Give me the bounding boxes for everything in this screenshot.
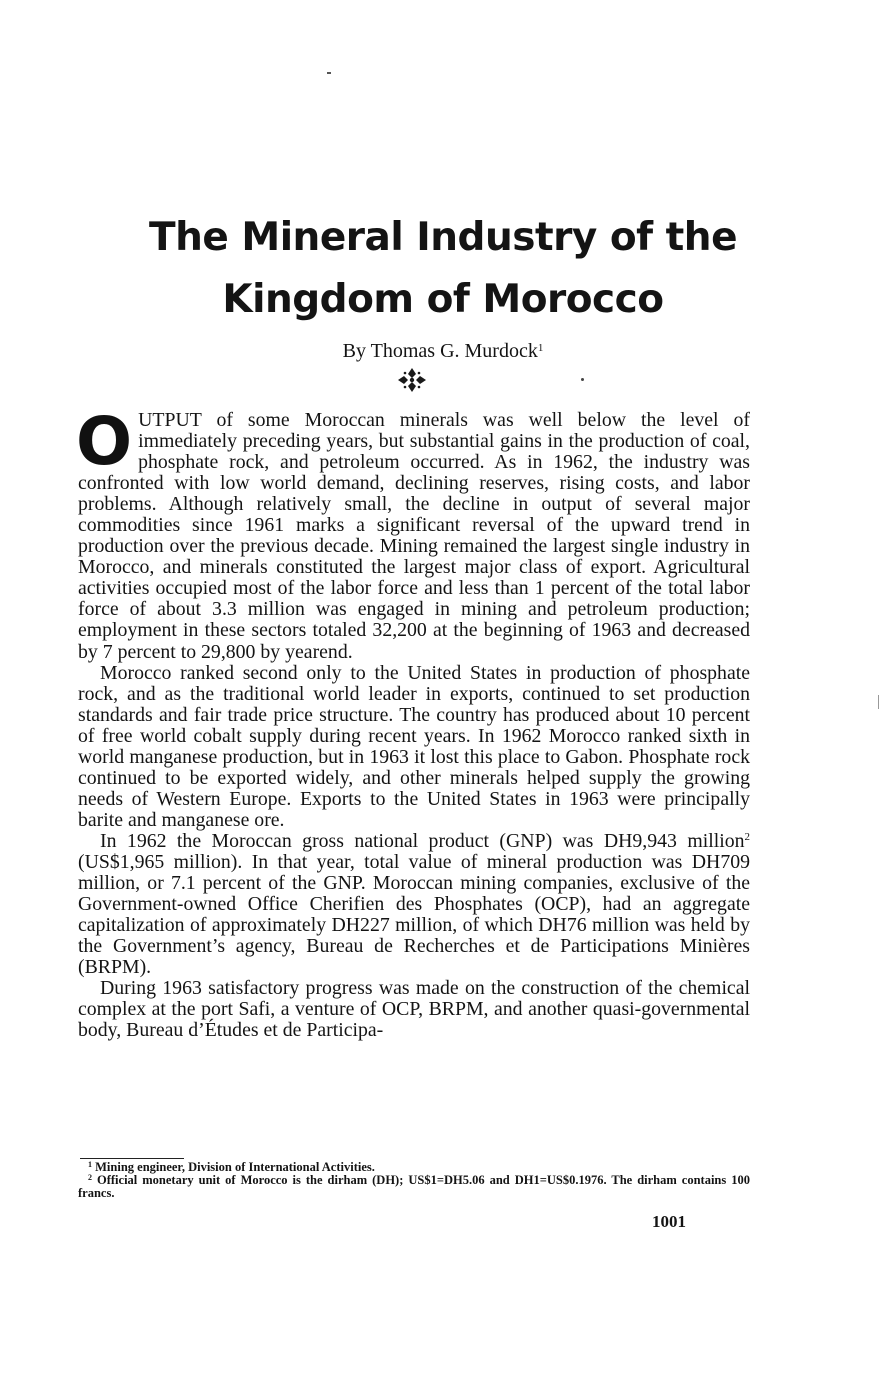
title-line-1: The Mineral Industry of the [148, 215, 738, 260]
paragraph-3 [78, 831, 750, 978]
byline-footnote-ref: 1 [537, 342, 544, 354]
paragraph-2: Morocco ranked second only to the United States in production of phosphate rock, and as the traditional world leader in exports, continued to set production standards and fair trade price structure. The country has produced about 10 percent of free world cobalt supply during recent years. In 1962 Morocco ranked sixth in world manganese production, but in 1963 it lost this place to Gabon. Phosphate rock continued to be exported widely, and other minerals helped supply the growing needs of Western Europe. Exports to the United States in 1963 were principally barite and manganese ore. [78, 661, 750, 831]
footnote-2-text: Official monetary unit of Morocco is the dirham (DH); US$1=DH5.06 and DH1=US$0.1976. The dirham contains 100 francs. [78, 1173, 751, 1200]
paragraph-4: During 1963 satisfactory progress was made on the construction of the chemical complex at the port Safi, a venture of OCP, BRPM, and another quasi-governmental body, Bureau d’Études et de Participa- [78, 977, 750, 1042]
paragraph-3-footnote-ref: 2 [744, 830, 750, 843]
footnote-divider [80, 1158, 184, 1159]
footnote-1-ref: 1 [88, 1160, 92, 1169]
stray-ink-mark [327, 72, 331, 74]
footnote-2 [78, 1174, 750, 1200]
byline-text: By Thomas G. Murdock [342, 340, 538, 362]
byline [0, 336, 886, 363]
title-line-2: Kingdom of Morocco [222, 277, 664, 322]
paragraph-3-text-b: (US$1,965 million). In that year, total value of mineral production was DH709 million, or 7.1 percent of the GNP. Moroccan mining companies, exclusive of the Government-owned Office Cherifien des Phosphates (OCP), had an aggregate capitalization of approximately DH227 million, of which DH76 million was held by the Government’s agency, Bureau de Recherches et de Participations Minières (BRPM). [78, 850, 750, 979]
article-body [76, 403, 750, 1042]
page-number: 1001 [652, 1212, 686, 1231]
fleuron-ornament-icon [395, 366, 429, 394]
footnote-2-ref: 2 [88, 1173, 92, 1182]
stray-ink-dot [581, 378, 584, 381]
paragraph-1 [76, 403, 750, 663]
footnotes [78, 1161, 750, 1200]
footnote-1-text: Mining engineer, Division of International Activities. [95, 1160, 375, 1174]
margin-mark [878, 695, 879, 709]
paragraph-1-text: UTPUT of some Moroccan minerals was well below the level of immediately preceding years, but substantial gains in the production of coal, phosphate rock, and petroleum occurred. As in 1962, the industry was confronted with low world demand, declining reserves, rising costs, and labor problems. Although relatively small, the decline in output of several major commodities since 1961 marks a significant reversal of the upward trend in production over the previous decade. Mining remained the largest single industry in Morocco, and minerals constituted the largest major class of export. Agricultural activities occupied most of the labor force and less than 1 percent of the total labor force of about 3.3 million was engaged in mining and petroleum production; employment in these sectors totaled 32,200 at the beginning of 1963 and decreased by 7 percent to 29,800 by yearend. [78, 409, 750, 663]
drop-cap: O [76, 403, 133, 480]
paragraph-3-text-a: In 1962 the Moroccan gross national product (GNP) was DH9,943 million [100, 829, 745, 852]
